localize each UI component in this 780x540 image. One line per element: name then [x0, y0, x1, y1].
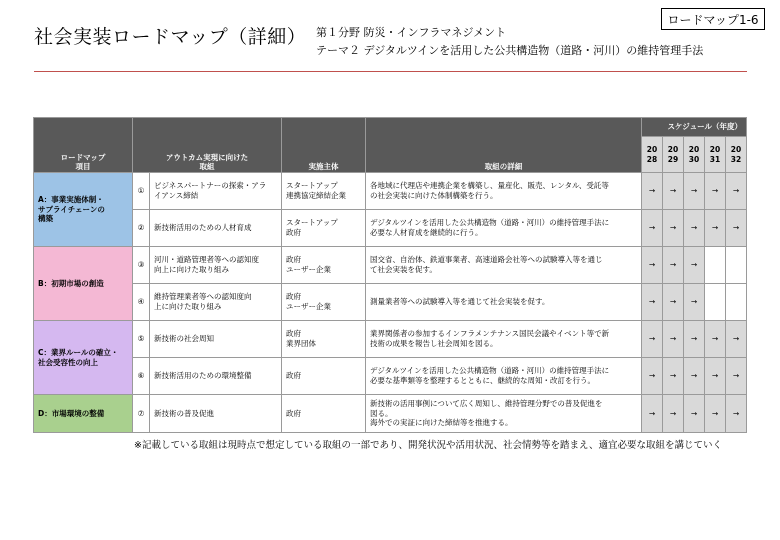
- roadmap-table: [33, 117, 747, 433]
- row-actor: スタートアップ 政府: [282, 210, 366, 247]
- table-row: [34, 321, 747, 358]
- group-d-label: D：市場環境の整備: [34, 395, 133, 433]
- footnote: ※記載している取組は現時点で想定している取組の一部であり、開発状況や活用状況、社会情勢等を踏まえ、適宜必要な取組を講じていく: [134, 440, 723, 451]
- schedule-cell: →: [726, 395, 747, 433]
- schedule-cell: →: [642, 173, 663, 210]
- row-actor: 政府: [282, 358, 366, 395]
- schedule-cell: →: [663, 247, 684, 284]
- row-actor: 政府 ユーザー企業: [282, 284, 366, 321]
- schedule-cell: →: [684, 247, 705, 284]
- row-detail: デジタルツインを活用した公共構造物（道路・河川）の維持管理手法に 必要な基準類等を整理するとともに、継続的な周知・改訂を行う。: [366, 358, 642, 395]
- row-detail: 新技術の活用事例について広く周知し、維持管理分野での普及促進を 図る。 海外での実証に向けた締結等を推進する。: [366, 395, 642, 433]
- table-row: [34, 173, 747, 210]
- group-c-label: C：業界ルールの確立・ 社会受容性の向上: [34, 321, 133, 395]
- schedule-cell: →: [642, 247, 663, 284]
- year-2031: 20 31: [705, 137, 726, 173]
- header-roadmap-item: ロードマップ 項目: [34, 118, 133, 173]
- header-schedule: スケジュール（年度）: [642, 118, 747, 137]
- header-divider: [34, 71, 747, 72]
- schedule-cell: [705, 284, 726, 321]
- schedule-cell: [726, 247, 747, 284]
- header-outcome: アウトカム実現に向けた 取組: [133, 118, 282, 173]
- row-outcome: 新技術の社会周知: [150, 321, 282, 358]
- row-number: ⑤: [133, 321, 150, 358]
- schedule-cell: →: [726, 210, 747, 247]
- row-detail: 国交省、自治体、鉄道事業者、高速道路会社等への試験導入等を通じ て社会実装を促す。: [366, 247, 642, 284]
- schedule-cell: →: [726, 358, 747, 395]
- row-actor: 政府 ユーザー企業: [282, 247, 366, 284]
- schedule-cell: →: [642, 395, 663, 433]
- row-outcome: 維持管理業者等への認知度向 上に向けた取り組み: [150, 284, 282, 321]
- schedule-cell: →: [726, 173, 747, 210]
- row-actor: 政府: [282, 395, 366, 433]
- row-detail: 業界関係者の参加するインフラメンテナンス国民会議やイベント等で新 技術の成果を報告し社会周知を図る。: [366, 321, 642, 358]
- year-2029: 20 29: [663, 137, 684, 173]
- schedule-cell: →: [726, 321, 747, 358]
- row-outcome: ビジネスパートナーの探索・アラ イアンス締結: [150, 173, 282, 210]
- schedule-cell: →: [705, 173, 726, 210]
- schedule-cell: →: [642, 321, 663, 358]
- schedule-cell: →: [663, 321, 684, 358]
- schedule-cell: →: [684, 358, 705, 395]
- header-detail: 取組の詳細: [366, 118, 642, 173]
- header-actor: 実施主体: [282, 118, 366, 173]
- schedule-cell: →: [705, 321, 726, 358]
- row-detail: 測量業者等への試験導入等を通じて社会実装を促す。: [366, 284, 642, 321]
- row-number: ④: [133, 284, 150, 321]
- schedule-cell: →: [663, 358, 684, 395]
- row-number: ②: [133, 210, 150, 247]
- year-2030: 20 30: [684, 137, 705, 173]
- row-actor: 政府 業界団体: [282, 321, 366, 358]
- row-number: ①: [133, 173, 150, 210]
- row-outcome: 河川・道路管理者等への認知度 向上に向けた取り組み: [150, 247, 282, 284]
- table-row: [34, 284, 747, 321]
- page-title: 社会実装ロードマップ（詳細）: [34, 26, 307, 48]
- row-detail: デジタルツインを活用した公共構造物（道路・河川）の維持管理手法に 必要な人材育成を継続的に行う。: [366, 210, 642, 247]
- schedule-cell: [726, 284, 747, 321]
- group-b-label: B：初期市場の創造: [34, 247, 133, 321]
- year-2028: 20 28: [642, 137, 663, 173]
- table-row: [34, 358, 747, 395]
- schedule-cell: →: [684, 395, 705, 433]
- row-outcome: 新技術活用のための環境整備: [150, 358, 282, 395]
- schedule-cell: →: [705, 358, 726, 395]
- table-row: [34, 395, 747, 433]
- schedule-cell: →: [663, 395, 684, 433]
- field-subtitle: 第１分野 防災・インフラマネジメント: [316, 26, 507, 39]
- schedule-cell: →: [684, 173, 705, 210]
- group-a-label: A：事業実施体制・ サプライチェーンの 構築: [34, 173, 133, 247]
- roadmap-id-badge: ロードマップ1-6: [661, 8, 765, 30]
- schedule-cell: →: [663, 173, 684, 210]
- row-number: ⑥: [133, 358, 150, 395]
- schedule-cell: →: [684, 210, 705, 247]
- schedule-cell: →: [642, 358, 663, 395]
- schedule-cell: →: [663, 284, 684, 321]
- schedule-cell: →: [642, 284, 663, 321]
- row-number: ⑦: [133, 395, 150, 433]
- row-outcome: 新技術活用のための人材育成: [150, 210, 282, 247]
- schedule-cell: →: [684, 321, 705, 358]
- row-detail: 各地域に代理店や連携企業を構築し、量産化、販売、レンタル、受託等 の社会実装に向けた体制構築を行う。: [366, 173, 642, 210]
- table-row: [34, 210, 747, 247]
- schedule-cell: →: [705, 395, 726, 433]
- row-actor: スタートアップ 連携協定締結企業: [282, 173, 366, 210]
- table-row: [34, 247, 747, 284]
- schedule-cell: →: [642, 210, 663, 247]
- row-outcome: 新技術の普及促進: [150, 395, 282, 433]
- theme-subtitle: テーマ２ デジタルツインを活用した公共構造物（道路・河川）の維持管理手法: [316, 44, 704, 57]
- year-2032: 20 32: [726, 137, 747, 173]
- schedule-cell: →: [684, 284, 705, 321]
- schedule-cell: →: [705, 210, 726, 247]
- schedule-cell: →: [663, 210, 684, 247]
- row-number: ③: [133, 247, 150, 284]
- schedule-cell: [705, 247, 726, 284]
